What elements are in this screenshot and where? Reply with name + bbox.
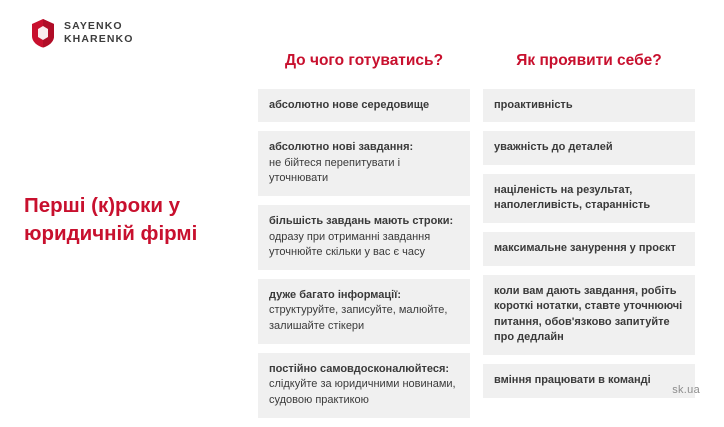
card-lead: дуже багато інформації: <box>269 288 401 301</box>
brand-logo <box>30 18 133 48</box>
column-prepare-heading: До чого готуватись? <box>284 52 444 69</box>
card-lead: націленість на результат, наполегливість, старанність <box>494 183 651 212</box>
brand-wordmark <box>64 20 133 46</box>
card-lead: максимальне занурення у проєкт <box>494 242 676 255</box>
list-item <box>483 89 695 123</box>
card-body: не бійтеся перепитувати і уточнювати <box>269 156 401 185</box>
list-item <box>258 279 470 344</box>
list-item <box>483 174 695 223</box>
slide-title: Перші (к)роки у юридичній фірмі <box>24 194 198 245</box>
card-lead: більшість завдань мають строки: <box>269 215 454 228</box>
list-item <box>483 275 695 355</box>
card-lead: вміння працювати в команді <box>494 374 651 387</box>
brand-line-1: SAYENKO <box>64 20 123 33</box>
column-stand-out <box>483 52 695 407</box>
card-body: одразу при отриманні завдання уточнюйте скільки у вас є часу <box>269 230 431 259</box>
list-item <box>258 89 470 123</box>
list-item <box>483 364 695 398</box>
card-body: структуруйте, записуйте, малюйте, залишайте стікери <box>269 304 448 333</box>
card-lead: уважність до деталей <box>494 141 613 154</box>
brand-line-2: KHARENKO <box>64 33 134 45</box>
column-stand-out-heading: Як проявити себе? <box>516 52 662 69</box>
footer-website: sk.ua <box>672 384 700 396</box>
sayenko-kharenko-mark-icon <box>30 18 56 48</box>
list-item <box>483 232 695 266</box>
card-body: слідкуйте за юридичними новинами, судовою практикою <box>269 378 456 406</box>
card-lead: абсолютно нове середовище <box>269 98 430 111</box>
column-prepare <box>258 52 470 427</box>
list-item <box>258 205 470 270</box>
card-lead: постійно самовдосконалюйтеся: <box>269 362 450 375</box>
card-lead: проактивність <box>494 98 573 111</box>
card-lead: коли вам дають завдання, робіть короткі нотатки, ставте уточнюючі питання, обов'язково запитуйте про дедлайн <box>494 284 683 344</box>
card-lead: абсолютно нові завдання: <box>269 141 414 154</box>
list-item <box>483 131 695 165</box>
list-item <box>258 131 470 196</box>
